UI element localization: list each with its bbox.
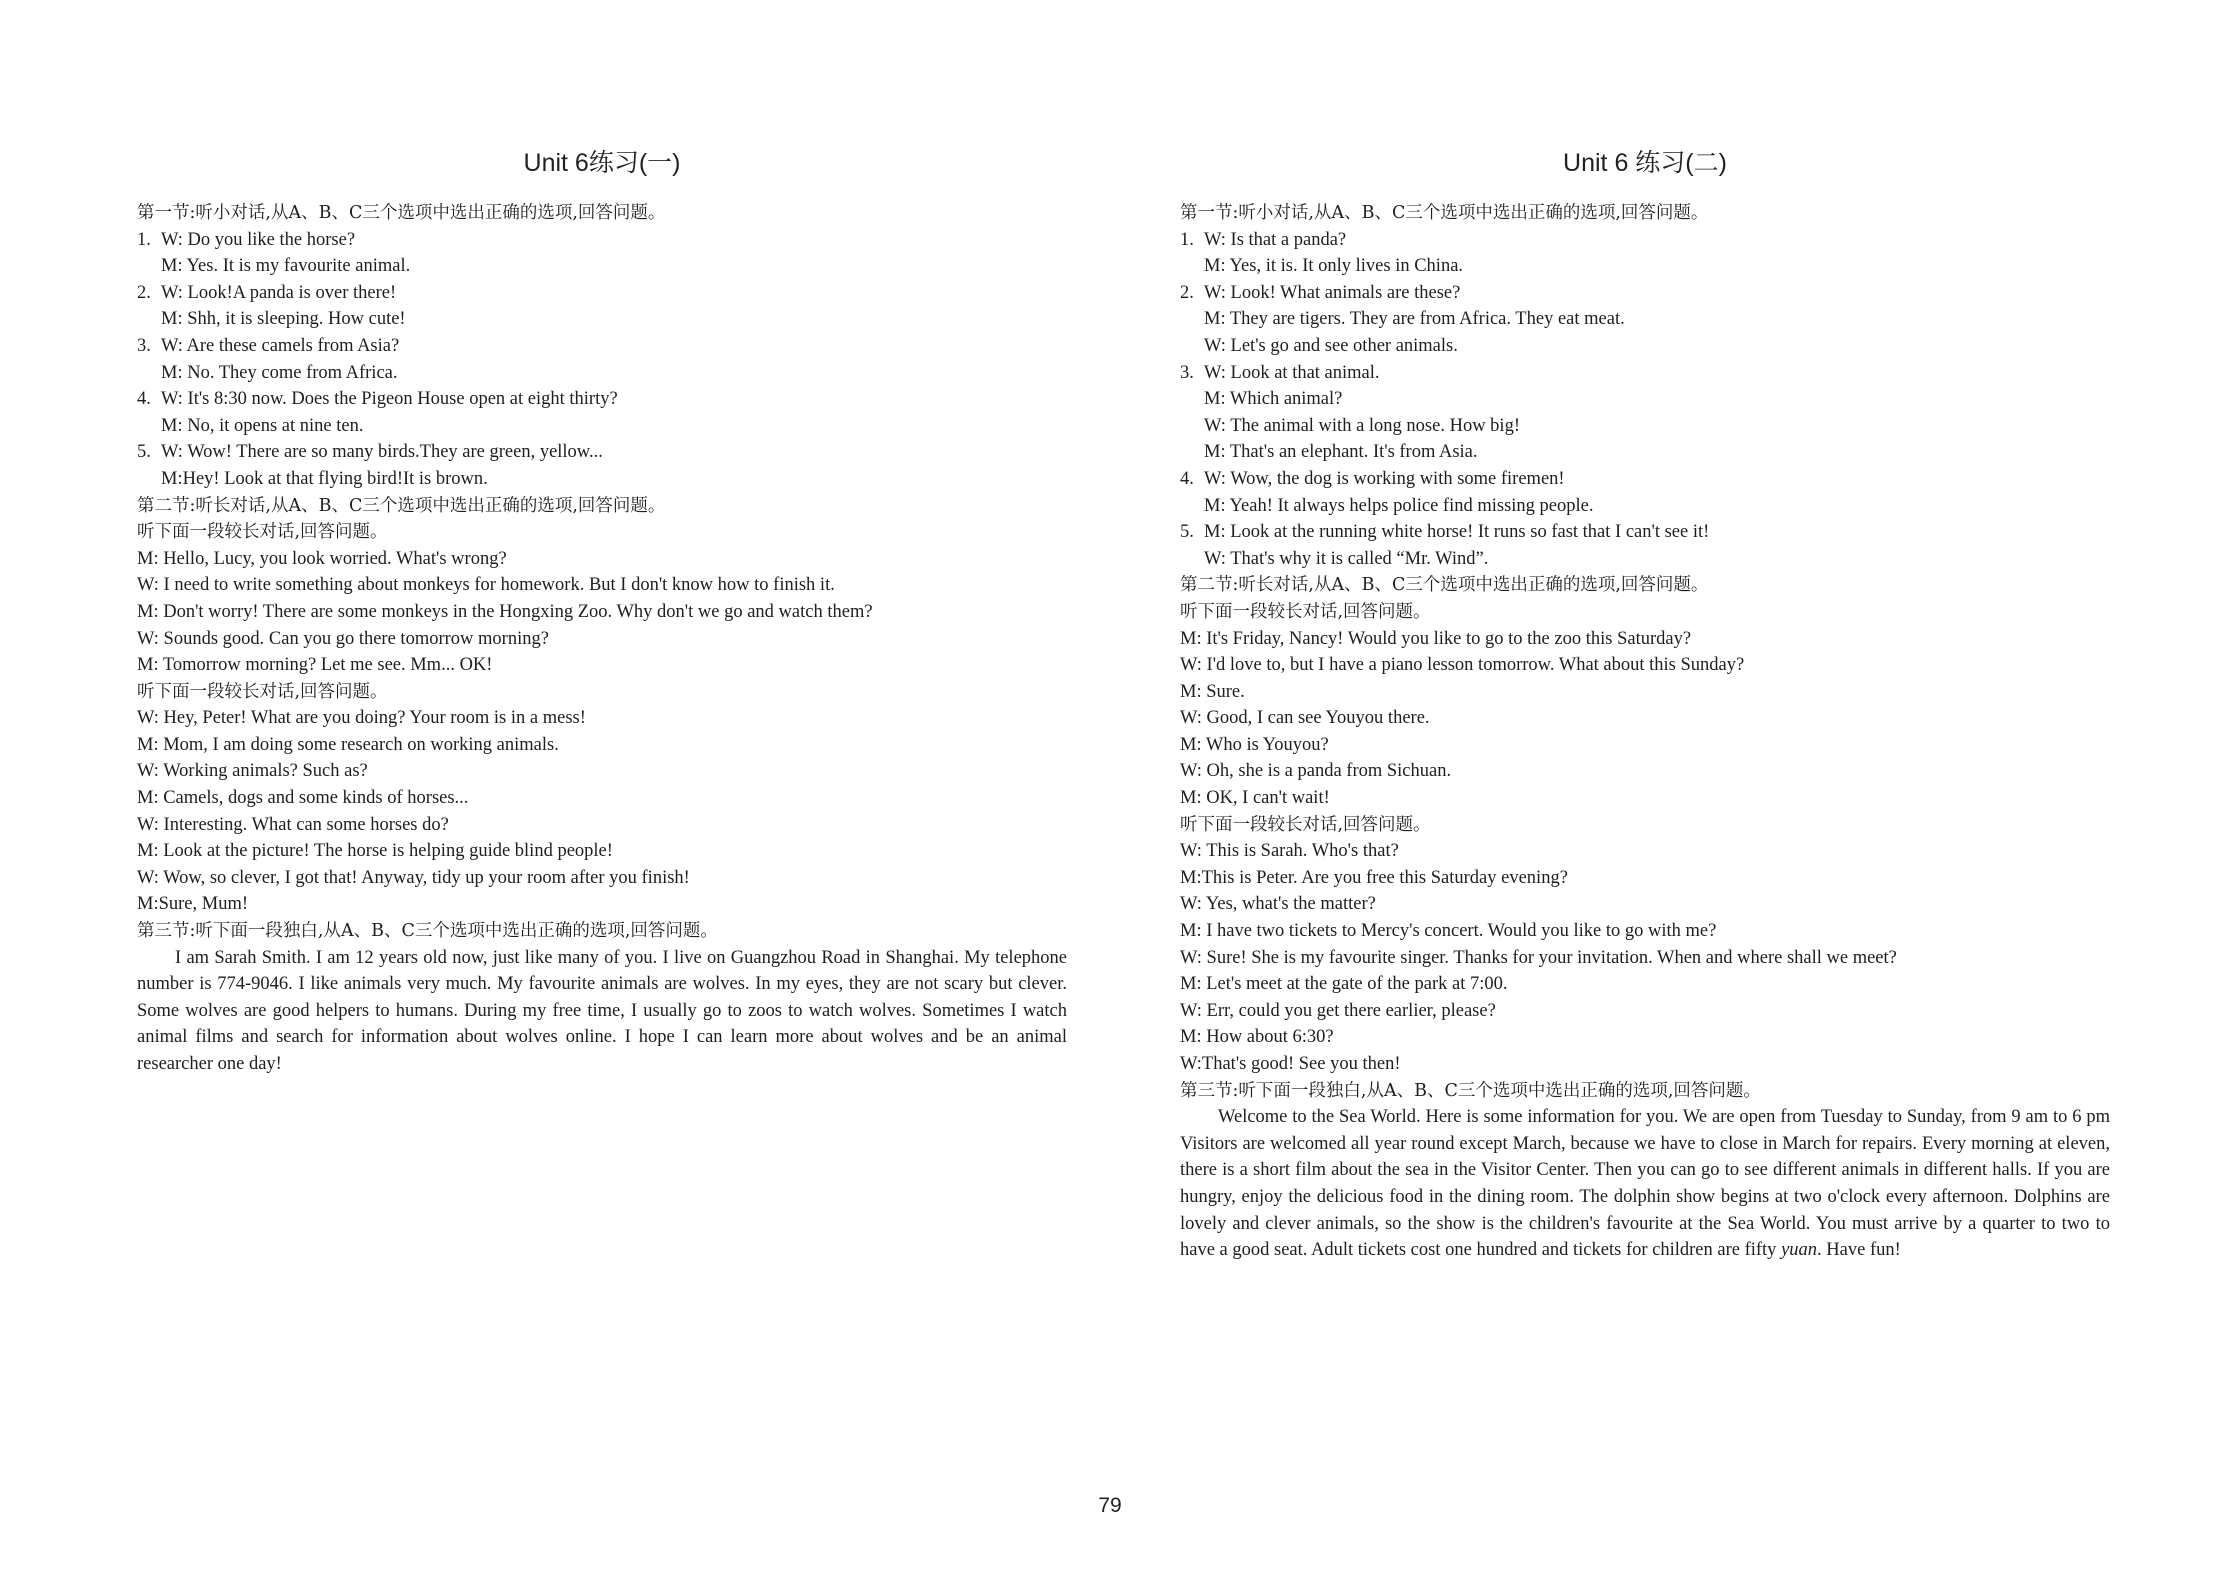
right-q5-line-a: 5. M: Look at the running white horse! It runs so fast that I can't see it! xyxy=(1180,519,2110,546)
dialog-line: M: Mom, I am doing some research on working animals. xyxy=(137,734,559,755)
dialog-line: M: Look at the picture! The horse is helping guide blind people! xyxy=(137,841,613,862)
right-q1-line-a: 1. W: Is that a panda? xyxy=(1180,227,2110,254)
left-dialog2-heading: 听下面一段较长对话,回答问题。 xyxy=(137,681,388,702)
left-q1-line-a: 1. W: Do you like the horse? xyxy=(137,227,1067,254)
left-q3-line-b: M: No. They come from Africa. xyxy=(161,362,398,383)
dialog-line: M: Don't worry! There are some monkeys in the Hongxing Zoo. Why don't we go and watch them? xyxy=(137,601,873,622)
right-section3-heading: 第三节:听下面一段独白,从A、B、C三个选项中选出正确的选项,回答问题。 xyxy=(1180,1080,1761,1101)
dialog-line: M: It's Friday, Nancy! Would you like to go to the zoo this Saturday? xyxy=(1180,628,1692,649)
right-q4-line-a: 4. W: Wow, the dog is working with some firemen! xyxy=(1180,466,2110,493)
right-section2-heading: 第二节:听长对话,从A、B、C三个选项中选出正确的选项,回答问题。 xyxy=(1180,575,1709,596)
left-q1-number: 1. xyxy=(137,229,151,250)
left-monologue: I am Sarah Smith. I am 12 years old now, just like many of you. I live on Guangzhou Road in Shanghai. My telephone number is 774-9046. I like animals very much. My favourite animals are wolves. In my eyes, they are not scary but clever. Some wolves are good helpers to humans. During my free time, I usually go to zoos to watch wolves. Sometimes I watch animal films and search for information about wolves online. I hope I can learn more about wolves and be an animal researcher one day! xyxy=(137,947,1067,1074)
left-q2-line-a: 2. W: Look!A panda is over there! xyxy=(137,280,1067,307)
right-section1-heading: 第一节:听小对话,从A、B、C三个选项中选出正确的选项,回答问题。 xyxy=(1180,203,1709,223)
right-q2-line-b: M: They are tigers. They are from Africa. They eat meat. xyxy=(1204,309,1625,330)
left-q4-number: 4. xyxy=(137,389,151,410)
right-title: Unit 6 练习(二) xyxy=(1563,149,1727,177)
right-q2-line-c: W: Let's go and see other animals. xyxy=(1204,335,1458,356)
dialog-line: W: Hey, Peter! What are you doing? Your room is in a mess! xyxy=(137,708,586,729)
dialog-line: W: Err, could you get there earlier, please? xyxy=(1180,1000,1496,1021)
left-section2-heading: 第二节:听长对话,从A、B、C三个选项中选出正确的选项,回答问题。 xyxy=(137,495,666,516)
right-q2-number: 2. xyxy=(1180,282,1194,303)
dialog-line: W:That's good! See you then! xyxy=(1180,1054,1401,1074)
right-dialog1-heading: 听下面一段较长对话,回答问题。 xyxy=(1180,601,1431,622)
dialog-line: W: Interesting. What can some horses do? xyxy=(137,814,449,835)
left-dialog1-heading: 听下面一段较长对话,回答问题。 xyxy=(137,522,388,543)
right-body xyxy=(1180,200,2110,1264)
right-q3-line-d: M: That's an elephant. It's from Asia. xyxy=(1204,442,1478,463)
right-q4-number: 4. xyxy=(1180,468,1194,489)
dialog-line: W: Yes, what's the matter? xyxy=(1180,894,1376,915)
dialog-line: M: Tomorrow morning? Let me see. Mm... OK! xyxy=(137,655,493,676)
dialog-line: M: OK, I can't wait! xyxy=(1180,788,1330,809)
dialog-line: M: Hello, Lucy, you look worried. What's wrong? xyxy=(137,548,507,569)
dialog-line: W: I need to write something about monkeys for homework. But I don't know how to finish it. xyxy=(137,575,835,596)
dialog-line: M: Camels, dogs and some kinds of horses... xyxy=(137,788,469,809)
dialog-line: M: I have two tickets to Mercy's concert. Would you like to go with me? xyxy=(1180,921,1717,942)
page-number: 79 xyxy=(1098,1494,1122,1517)
left-section3-heading: 第三节:听下面一段独白,从A、B、C三个选项中选出正确的选项,回答问题。 xyxy=(137,921,718,942)
left-body xyxy=(137,200,1067,1078)
right-q3-number: 3. xyxy=(1180,362,1194,383)
dialog-line: W: Oh, she is a panda from Sichuan. xyxy=(1180,761,1452,782)
right-q1-line-b: M: Yes, it is. It only lives in China. xyxy=(1204,256,1464,277)
right-q5-number: 5. xyxy=(1180,522,1194,543)
left-q2-number: 2. xyxy=(137,282,151,303)
right-q2-line-a: 2. W: Look! What animals are these? xyxy=(1180,280,2110,307)
left-q4-line-b: M: No, it opens at nine ten. xyxy=(161,415,364,436)
dialog-line: W: I'd love to, but I have a piano lesson tomorrow. What about this Sunday? xyxy=(1180,655,1745,676)
left-section1-heading: 第一节:听小对话,从A、B、C三个选项中选出正确的选项,回答问题。 xyxy=(137,203,666,223)
right-q4-line-b: M: Yeah! It always helps police find missing people. xyxy=(1204,495,1594,516)
dialog-line: W: Sure! She is my favourite singer. Thanks for your invitation. When and where shall we meet? xyxy=(1180,947,1897,968)
dialog-line: M:This is Peter. Are you free this Saturday evening? xyxy=(1180,867,1568,888)
dialog-line: W: Good, I can see Youyou there. xyxy=(1180,708,1430,729)
dialog-line: M:Sure, Mum! xyxy=(137,894,248,915)
left-q1-line-b: M: Yes. It is my favourite animal. xyxy=(161,256,411,277)
dialog-line: W: Wow, so clever, I got that! Anyway, tidy up your room after you finish! xyxy=(137,867,690,888)
left-q5-line-b: M:Hey! Look at that flying bird!It is brown. xyxy=(161,468,488,489)
right-q1-number: 1. xyxy=(1180,229,1194,250)
right-q3-line-c: W: The animal with a long nose. How big! xyxy=(1204,415,1520,436)
left-q4-line-a: 4. W: It's 8:30 now. Does the Pigeon House open at eight thirty? xyxy=(137,386,1067,413)
right-q3-line-b: M: Which animal? xyxy=(1204,389,1343,410)
dialog-line: W: Sounds good. Can you go there tomorrow morning? xyxy=(137,628,549,649)
right-monologue: Welcome to the Sea World. Here is some information for you. We are open from Tuesday to Sunday, from 9 am to 6 pm Visitors are welcomed all year round except March, because we have to close in March for repairs. Every morning at eleven, there is a short film about the sea in the Visitor Center. Then you can go to see different animals in different halls. If you are hungry, enjoy the delicious food in the dining room. The dolphin show begins at two o'clock every afternoon. Dolphins are lovely and clever animals, so the show is the children's favourite at the Sea World. You must arrive by a quarter to two to have a good seat. Adult tickets cost one hundred and tickets for children are fifty yuan. Have fun! xyxy=(1180,1107,2110,1261)
dialog-line: M: Sure. xyxy=(1180,681,1245,702)
left-q2-line-b: M: Shh, it is sleeping. How cute! xyxy=(161,309,406,330)
left-q3-line-a: 3. W: Are these camels from Asia? xyxy=(137,333,1067,360)
left-q5-line-a: 5. W: Wow! There are so many birds.They are green, yellow... xyxy=(137,439,1067,466)
dialog-line: M: Let's meet at the gate of the park at 7:00. xyxy=(1180,974,1508,995)
left-title: Unit 6练习(一) xyxy=(523,149,681,177)
dialog-line: M: Who is Youyou? xyxy=(1180,734,1329,755)
right-dialog2-heading: 听下面一段较长对话,回答问题。 xyxy=(1180,814,1431,835)
right-q3-line-a: 3. W: Look at that animal. xyxy=(1180,360,2110,387)
dialog-line: M: How about 6:30? xyxy=(1180,1027,1334,1048)
left-q3-number: 3. xyxy=(137,335,151,356)
dialog-line: W: This is Sarah. Who's that? xyxy=(1180,841,1399,862)
right-q5-line-b: W: That's why it is called “Mr. Wind”. xyxy=(1204,548,1489,569)
left-q5-number: 5. xyxy=(137,442,151,463)
dialog-line: W: Working animals? Such as? xyxy=(137,761,368,782)
